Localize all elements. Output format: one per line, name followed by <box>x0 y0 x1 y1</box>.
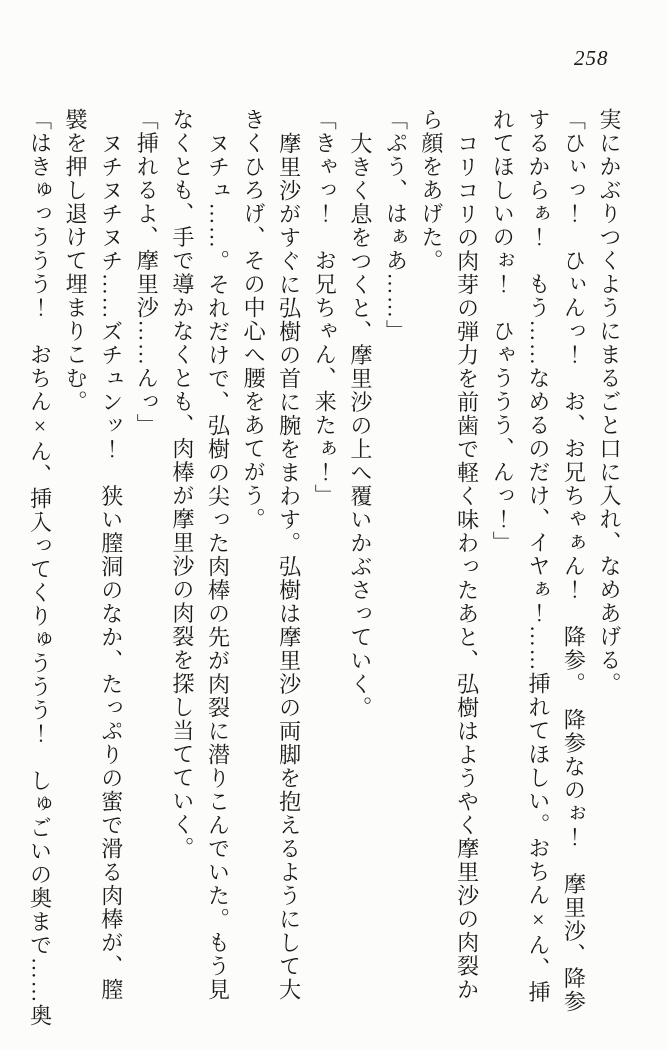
text-line: なくとも、手で導かなくとも、肉棒が摩里沙の肉裂を探し当てていく。 <box>169 108 195 860</box>
text-line: れてほしいのぉ！ ひゃううう、んっ！」 <box>490 108 516 555</box>
text-line: ら顔をあげた。 <box>419 108 445 273</box>
text-line: 「きゃっ！ お兄ちゃん、来たぁ！」 <box>312 108 338 508</box>
text-line: コリコリの肉芽の弾力を前歯で軽く味わったあと、弘樹はようやく摩里沙の肉裂か <box>454 131 480 1001</box>
text-line: きくひろげ、その中心へ腰をあてがう。 <box>241 108 267 531</box>
text-line: 「挿れるよ、摩里沙……んっ」 <box>134 108 160 437</box>
text-line: 「ぷう、はぁあ……」 <box>383 108 409 343</box>
text-line: 「ひぃっ！ ひぃんっ！ お、お兄ちゃぁん！ 降参。 降参なのぉ！ 摩里沙、降参 <box>561 108 587 1014</box>
text-line: 摩里沙がすぐに弘樹の首に腕をまわす。弘樹は摩里沙の両脚を抱えるようにして大 <box>276 131 302 1001</box>
vertical-text-block <box>22 108 627 1028</box>
text-line: 「はきゅっううう！ おちん×ん、挿入ってくりゅううう！ しゅごいの奥まで……奥 <box>27 108 53 1028</box>
text-line: ヌチヌチヌチ……ズチュンッ！ 狭い膣洞のなか、たっぷりの蜜で滑る肉棒が、膣 <box>98 131 124 1001</box>
text-line: 大きく息をつくと、摩里沙の上へ覆いかぶさっていく。 <box>347 131 373 719</box>
page-number: 258 <box>574 46 609 70</box>
text-line: ヌチュ……。それだけで、弘樹の尖った肉棒の先が肉裂に潜りこんでいた。もう見 <box>205 131 231 1001</box>
text-line: 実にかぶりつくようにまるごと口に入れ、なめあげる。 <box>597 108 622 696</box>
text-line: 襞を押し退けて埋まりこむ。 <box>63 108 89 414</box>
text-line: するからぁ！ もう……なめるのだけ、イヤぁ！……挿れてほしい。おちん×ん、挿 <box>525 108 551 1004</box>
